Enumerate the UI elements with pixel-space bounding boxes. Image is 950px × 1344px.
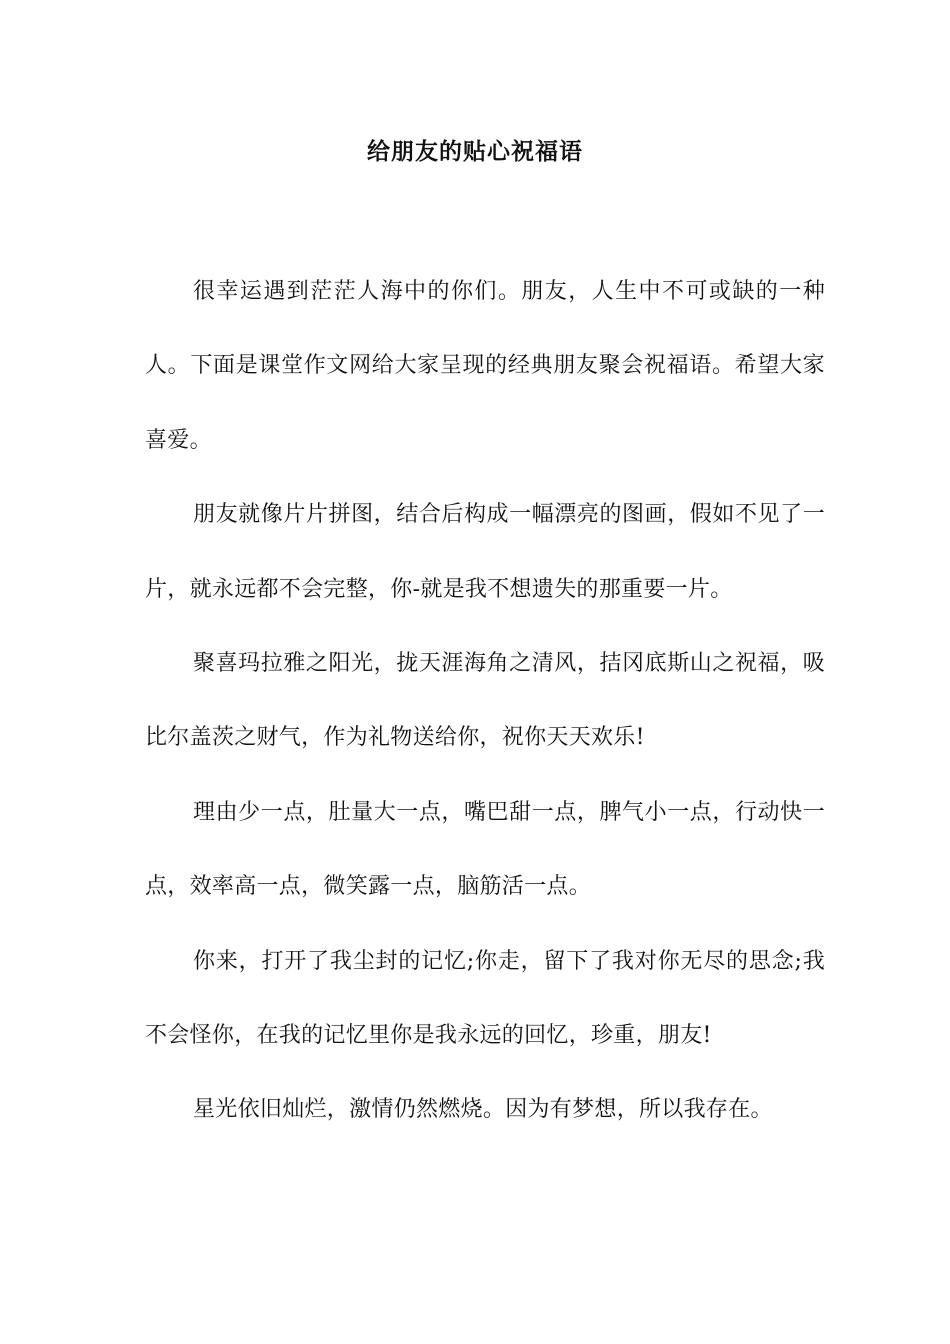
document-title: 给朋友的贴心祝福语 [367, 138, 583, 165]
paragraph-4: 理由少一点，肚量大一点，嘴巴甜一点，脾气小一点，行动快一点，效率高一点，微笑露一点，脑筋活一点。 [145, 799, 825, 900]
document-body [145, 255, 825, 1148]
paragraph-1: 很幸运遇到茫茫人海中的你们。朋友，人生中不可或缺的一种人。下面是课堂作文网给大家呈现的经典朋友聚会祝福语。希望大家喜爱。 [145, 279, 825, 453]
paragraph-5: 你来，打开了我尘封的记忆;你走，留下了我对你无尽的思念;我不会怪你，在我的记忆里你是我永远的回忆，珍重，朋友! [145, 948, 825, 1049]
paragraph-3: 聚喜玛拉雅之阳光，拢天涯海角之清风，拮冈底斯山之祝福，吸比尔盖茨之财气，作为礼物送给你，祝你天天欢乐! [145, 651, 825, 751]
paragraph-6: 星光依旧灿烂，激情仍然燃烧。因为有梦想，所以我存在。 [193, 1097, 773, 1123]
paragraph-2: 朋友就像片片拼图，结合后构成一幅漂亮的图画，假如不见了一片，就永远都不会完整，你-就是我不想遗失的那重要一片。 [145, 502, 825, 602]
